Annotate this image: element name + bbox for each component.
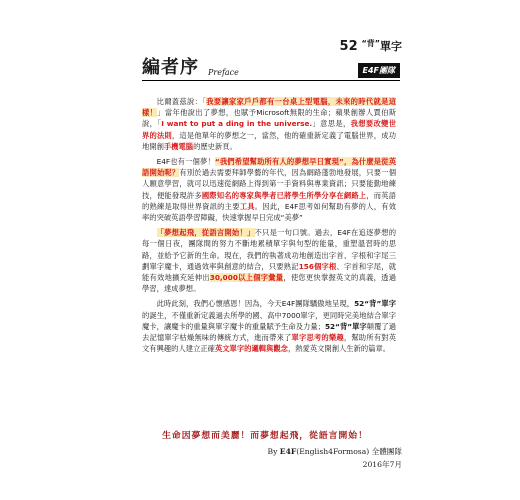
text: 比爾蓋茲說：「	[156, 97, 207, 106]
text: 、字首和字尾，就能有效地擴充延伸出	[142, 261, 397, 283]
byline-by: By	[267, 447, 280, 456]
text: 。因此，E4F思考如何幫助有夢的人，有效率的突破英語學習障礙，快速掌握早日完成“美夢”	[142, 201, 397, 223]
text: 的歷史新頁。	[193, 141, 237, 151]
paragraph-2	[142, 156, 396, 223]
byline-org-full: (English4Formosa)	[296, 447, 370, 456]
book-name: 52“背”單字	[354, 299, 396, 309]
text: 顛覆了過去記憶單字枯燥無味的傳統方式，進而帶來了	[142, 321, 397, 343]
text: 的誕生，不僅重新定義過去所學的國、高中7000單字，更同時完美地結合單字魔卡，讓魔卡的重量與單字魔卡的重量賦予生命及力量；	[142, 310, 396, 331]
brand-quote: “背”	[361, 39, 380, 48]
highlight-quote: “我們希望幫助所有人的夢想早日實現”，為什麼是從英語開始呢？	[142, 157, 397, 178]
paragraph-1	[142, 96, 396, 152]
text: ，熱愛英文開創人生新的篇章。	[287, 344, 391, 354]
text: 有別於過去需要拜師學藝的年代，因為網路蓬勃地發展，只要一個人願意學習，就可以迅速從網路上得到第一手資料與專業資訊；只要能勤地練技，便能發現許多	[142, 168, 397, 200]
brand-suffix: 單字	[380, 40, 402, 53]
book-name: 52“背”單字	[324, 321, 367, 331]
running-head	[340, 38, 402, 54]
paragraph-3	[142, 227, 396, 294]
text: ，這是他單年的夢想之一，當然，他的確重新定義了電腦世界，成功地開創	[142, 130, 397, 151]
highlight-slogan: 「夢想起飛，從語言開始！」	[156, 228, 255, 238]
text: 此時此刻，我們心懷感恩！因為，今天E4F團隊驕傲地呈現，	[156, 299, 355, 309]
text: ，而英語的熟練是取得世界資訊的主要	[142, 190, 397, 211]
text: 」當年他說出了夢想，也賦予Microsoft無限的生命；蘋果創辦人賈伯斯說，「	[142, 108, 396, 129]
highlight-text: 工具	[239, 201, 255, 211]
highlight-text: 30,000以上個字彙量	[209, 273, 284, 283]
highlight-text: 英文單字的邏輯與觀念	[214, 344, 288, 354]
team-badge: E4F團隊	[358, 63, 401, 78]
highlight-quote: 我要讓家家戶戶都有一台桌上型電腦，未來的時代就是這樣！	[142, 97, 396, 118]
page-number: 52	[339, 39, 358, 54]
page-title: 編者序	[142, 57, 199, 78]
highlight-text: 國際知名的專家與學者已將學生所學分享在網路上	[201, 190, 367, 200]
preface-body	[142, 96, 396, 358]
text: ，幫助所有對英文有興趣的人建立正確	[142, 333, 397, 354]
text: ，使您更快掌握英文的真義，透過學習，達成夢想。	[142, 273, 396, 294]
byline	[267, 446, 402, 457]
text: 不只是一句口號。過去，E4F在追逐夢想的每一個日夜，團隊間的努力不斷地累積單字與句型的能量，重塑溫習時的思路，並給予它新的生命。現在，我們的執著成功地創造出字首、字根和字尾三劃單字魔卡，通過效率與創意的結合，只要熟記	[142, 228, 397, 271]
closing-slogan: 生命因夢想而美麗！而夢想起飛，從語言開始！	[162, 431, 368, 441]
paragraph-4	[142, 298, 396, 354]
highlight-text: 156個字根	[298, 261, 337, 271]
page-title-english: Preface	[208, 68, 239, 77]
byline-team: 全體團隊	[369, 447, 402, 456]
title-row	[142, 58, 400, 81]
text: E4F也有一個夢！	[156, 157, 215, 167]
highlight-quote: I want to put a ding in the universe.	[161, 119, 313, 129]
highlight-text: 我想要改變世界的法則	[142, 119, 397, 140]
byline-org: E4F	[279, 447, 297, 456]
date: 2016年7月	[362, 460, 402, 469]
text: 」意思是，	[312, 119, 351, 129]
highlight-text: 單字思考的樂趣	[291, 333, 344, 343]
highlight-text: 手機電腦	[163, 141, 194, 151]
